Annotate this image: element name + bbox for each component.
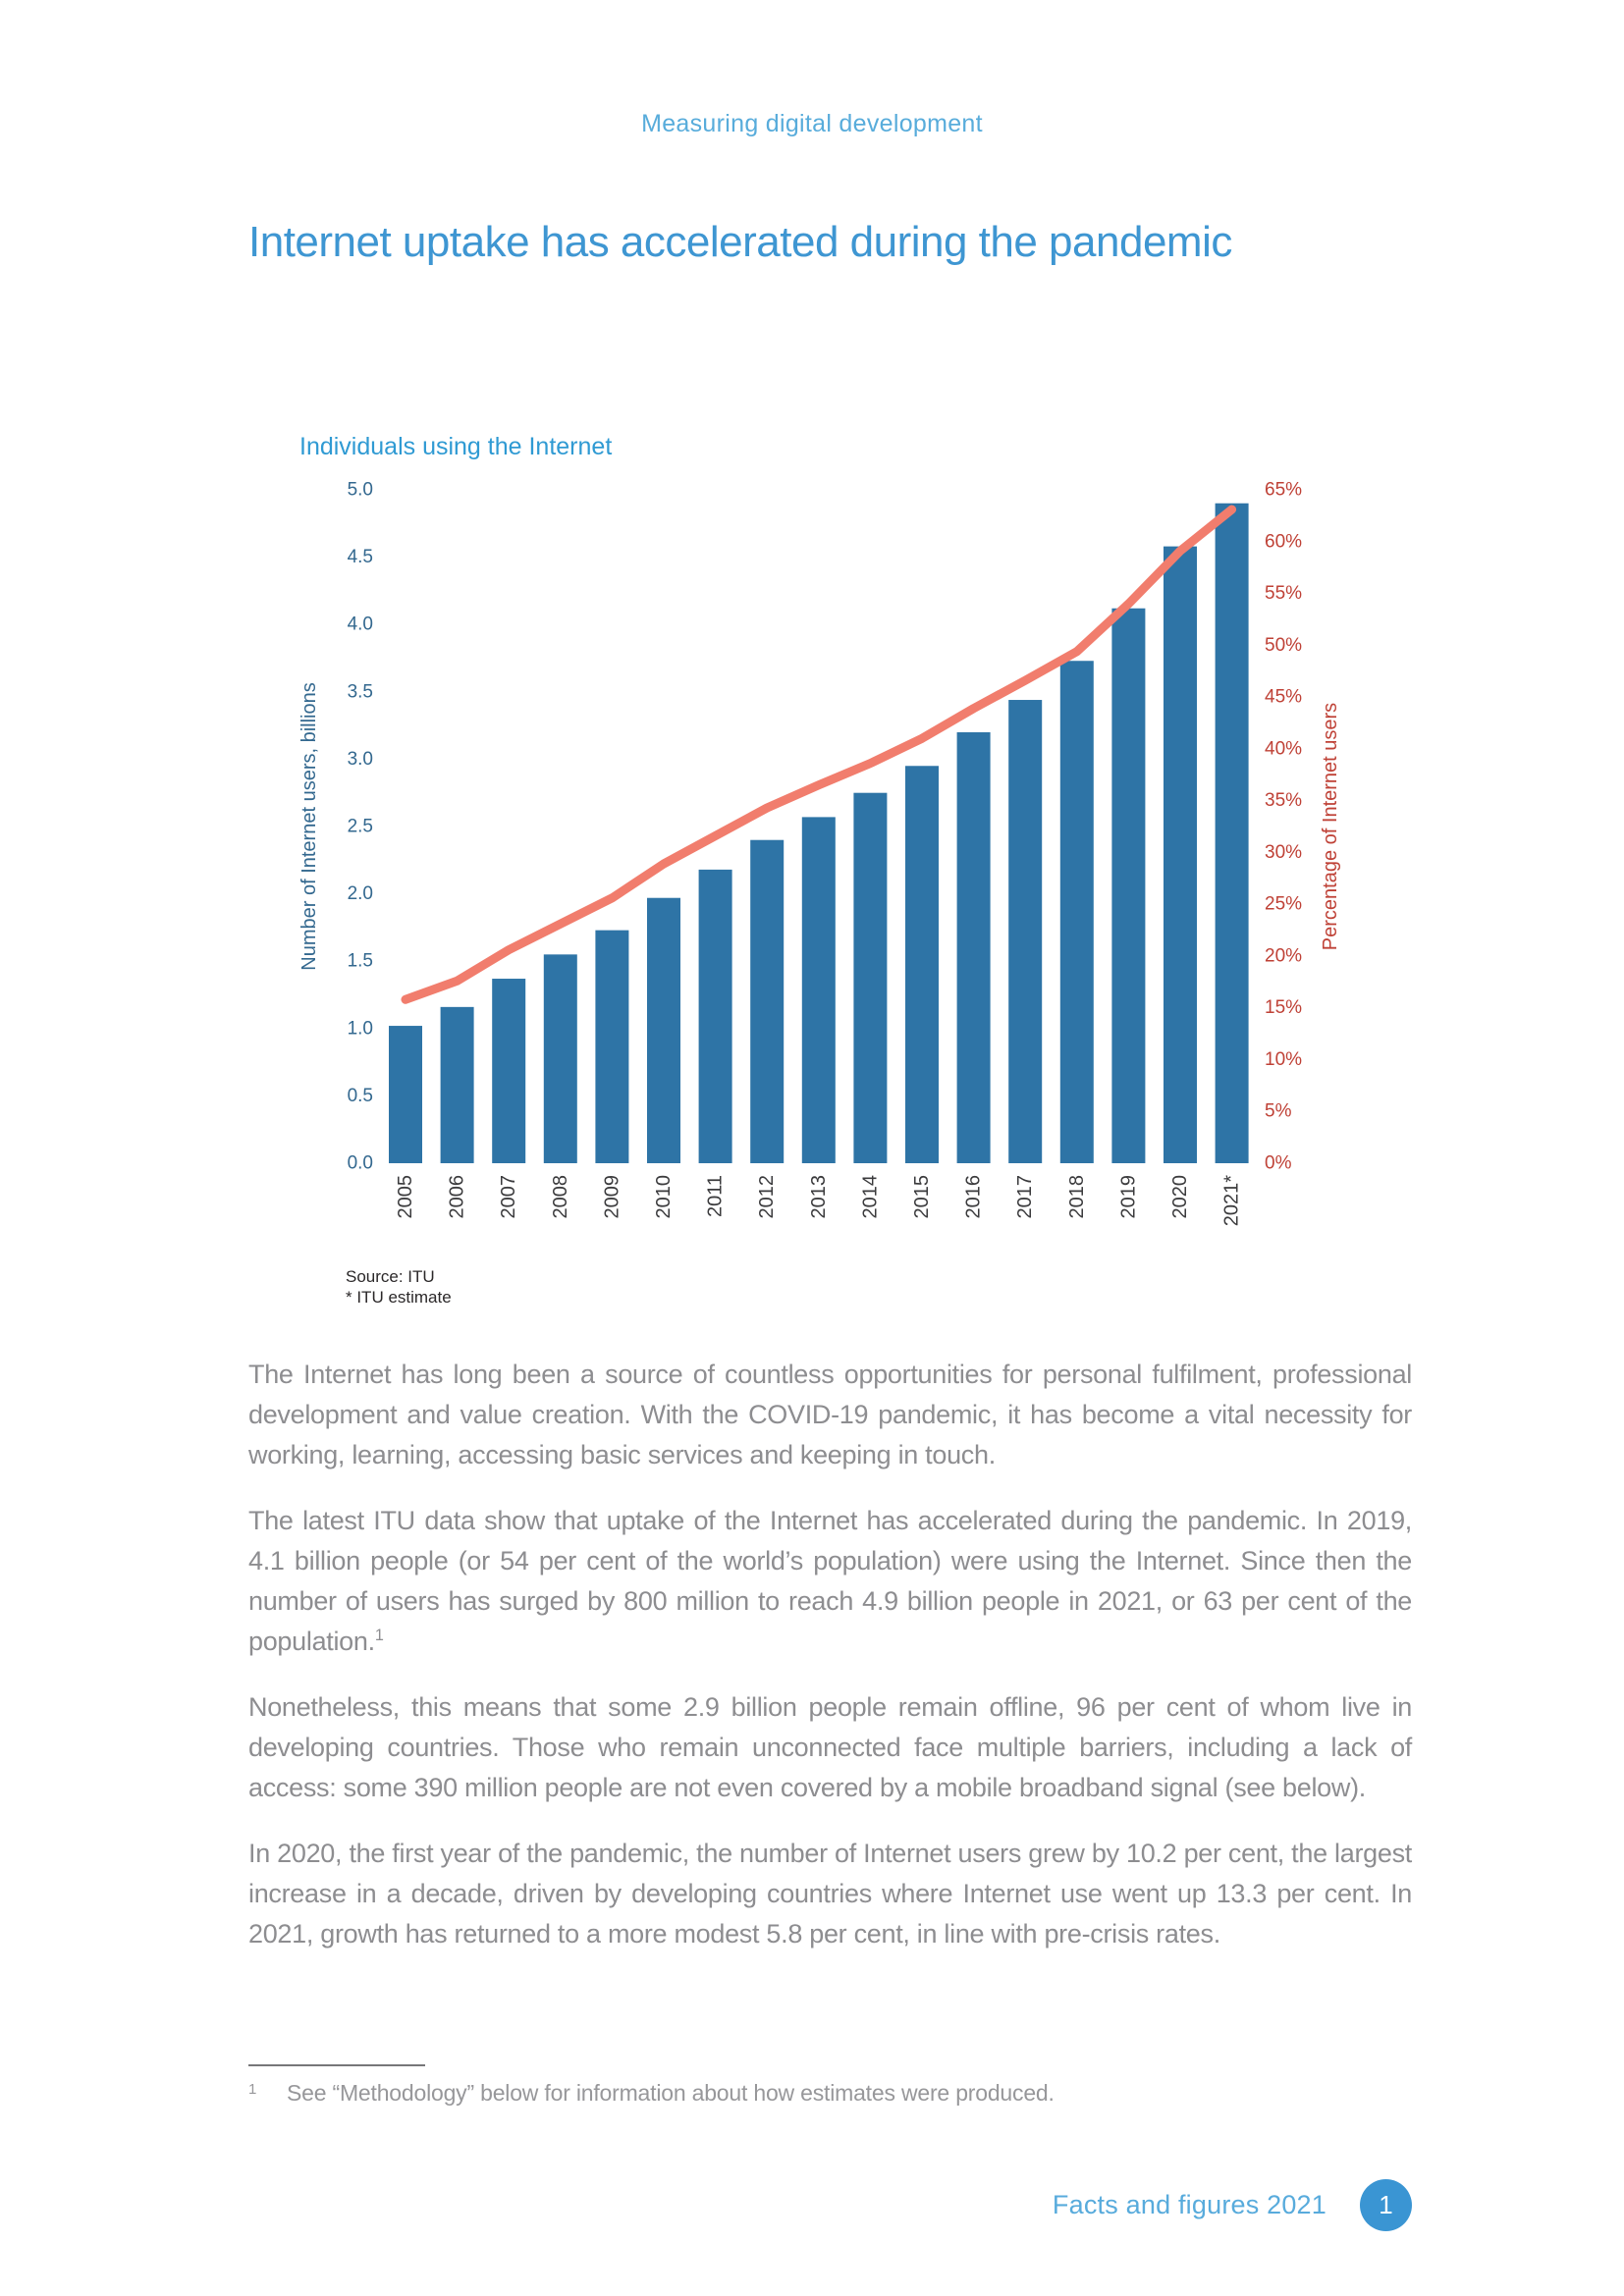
paragraph-text: Nonetheless, this means that some 2.9 billion people remain offline, 96 per cent of whom live in developing countries. Those who remain unconnected face multiple barriers, including a lack of access: some 390 million people are not even covered by a mobile broadband signal (see below). bbox=[248, 1692, 1412, 1802]
svg-text:Number of Internet users, bill: Number of Internet users, billions bbox=[298, 682, 320, 971]
page-number-badge bbox=[1360, 2179, 1412, 2231]
footnote bbox=[248, 2080, 1417, 2107]
svg-text:3.0: 3.0 bbox=[347, 748, 373, 770]
svg-text:10%: 10% bbox=[1265, 1048, 1303, 1070]
svg-text:2008: 2008 bbox=[549, 1175, 571, 1219]
svg-text:4.5: 4.5 bbox=[347, 547, 373, 568]
svg-text:0.0: 0.0 bbox=[347, 1152, 373, 1174]
svg-text:2006: 2006 bbox=[446, 1175, 468, 1219]
paragraph-text: The Internet has long been a source of countless opportunities for personal fulfilment, professional development and value creation. With the COVID-19 pandemic, it has become a vital necessity for working, learning, accessing basic services and keeping in touch. bbox=[248, 1360, 1412, 1469]
footnote-separator bbox=[248, 2064, 425, 2066]
svg-text:35%: 35% bbox=[1265, 790, 1303, 812]
svg-text:2019: 2019 bbox=[1117, 1175, 1140, 1219]
svg-text:2016: 2016 bbox=[962, 1175, 985, 1219]
paragraph-text: In 2020, the first year of the pandemic, the number of Internet users grew by 10.2 per cent, the largest increase in a decade, driven by developing countries where Internet use went up 13.3 per cent. In 2021, growth has returned to a more modest 5.8 per cent, in line with pre-crisis rates. bbox=[248, 1839, 1412, 1949]
svg-text:2017: 2017 bbox=[1014, 1175, 1037, 1219]
paragraph-text: The latest ITU data show that uptake of the Internet has accelerated during the pandemic. In 2019, 4.1 billion people (or 54 per cent of the world’s population) were using the Internet. Since then the number of users has surged by 800 million to reach 4.9 billion people in 2021, or 63 per cent of the population. bbox=[248, 1506, 1412, 1656]
page-title: Internet uptake has accelerated during the pandemic bbox=[248, 218, 1232, 266]
footnote-marker: 1 bbox=[248, 2081, 257, 2098]
svg-text:2012: 2012 bbox=[756, 1175, 779, 1219]
svg-text:2.0: 2.0 bbox=[347, 883, 373, 905]
paragraph bbox=[248, 1687, 1412, 1808]
chart-title: Individuals using the Internet bbox=[299, 433, 613, 460]
running-header: Measuring digital development bbox=[641, 110, 983, 137]
svg-text:60%: 60% bbox=[1265, 531, 1303, 553]
svg-text:2013: 2013 bbox=[807, 1175, 830, 1219]
paragraph bbox=[248, 1355, 1412, 1475]
svg-text:45%: 45% bbox=[1265, 686, 1303, 708]
svg-text:0%: 0% bbox=[1265, 1152, 1292, 1174]
svg-text:2014: 2014 bbox=[859, 1175, 882, 1219]
svg-text:25%: 25% bbox=[1265, 893, 1303, 915]
paragraph bbox=[248, 1834, 1412, 1954]
svg-text:4.0: 4.0 bbox=[347, 614, 373, 635]
paragraph bbox=[248, 1501, 1412, 1662]
svg-text:2010: 2010 bbox=[653, 1175, 675, 1219]
svg-text:20%: 20% bbox=[1265, 945, 1303, 967]
source-line: * ITU estimate bbox=[346, 1288, 452, 1307]
svg-text:3.5: 3.5 bbox=[347, 681, 373, 703]
svg-text:1.0: 1.0 bbox=[347, 1018, 373, 1040]
svg-text:5.0: 5.0 bbox=[347, 479, 373, 501]
svg-text:2009: 2009 bbox=[601, 1175, 623, 1219]
svg-text:2005: 2005 bbox=[395, 1175, 416, 1219]
svg-text:15%: 15% bbox=[1265, 997, 1303, 1019]
page-number: 1 bbox=[1379, 2190, 1393, 2219]
svg-text:40%: 40% bbox=[1265, 738, 1303, 760]
svg-text:1.5: 1.5 bbox=[347, 950, 373, 972]
page-footer bbox=[982, 2179, 1412, 2231]
svg-text:55%: 55% bbox=[1265, 583, 1303, 605]
svg-text:2.5: 2.5 bbox=[347, 816, 373, 837]
footnote-text: See “Methodology” below for information about how estimates were produced. bbox=[287, 2080, 1055, 2106]
internet-users-chart bbox=[275, 447, 1355, 1310]
chart-source bbox=[346, 1266, 452, 1308]
svg-text:2015: 2015 bbox=[911, 1175, 933, 1219]
footer-title: Facts and figures 2021 bbox=[1052, 2190, 1326, 2219]
svg-text:2007: 2007 bbox=[498, 1175, 520, 1219]
svg-text:2011: 2011 bbox=[704, 1175, 727, 1218]
svg-text:0.5: 0.5 bbox=[347, 1085, 373, 1106]
footnote-reference: 1 bbox=[374, 1627, 384, 1644]
body-text bbox=[248, 1355, 1412, 1980]
source-line: Source: ITU bbox=[346, 1267, 435, 1286]
svg-text:30%: 30% bbox=[1265, 841, 1303, 863]
svg-text:Percentage of Internet users: Percentage of Internet users bbox=[1320, 702, 1341, 951]
svg-text:2018: 2018 bbox=[1065, 1175, 1088, 1219]
svg-text:5%: 5% bbox=[1265, 1100, 1292, 1122]
svg-text:2021*: 2021* bbox=[1220, 1175, 1243, 1227]
svg-text:65%: 65% bbox=[1265, 479, 1303, 501]
svg-text:2020: 2020 bbox=[1169, 1175, 1191, 1219]
svg-text:50%: 50% bbox=[1265, 634, 1303, 656]
